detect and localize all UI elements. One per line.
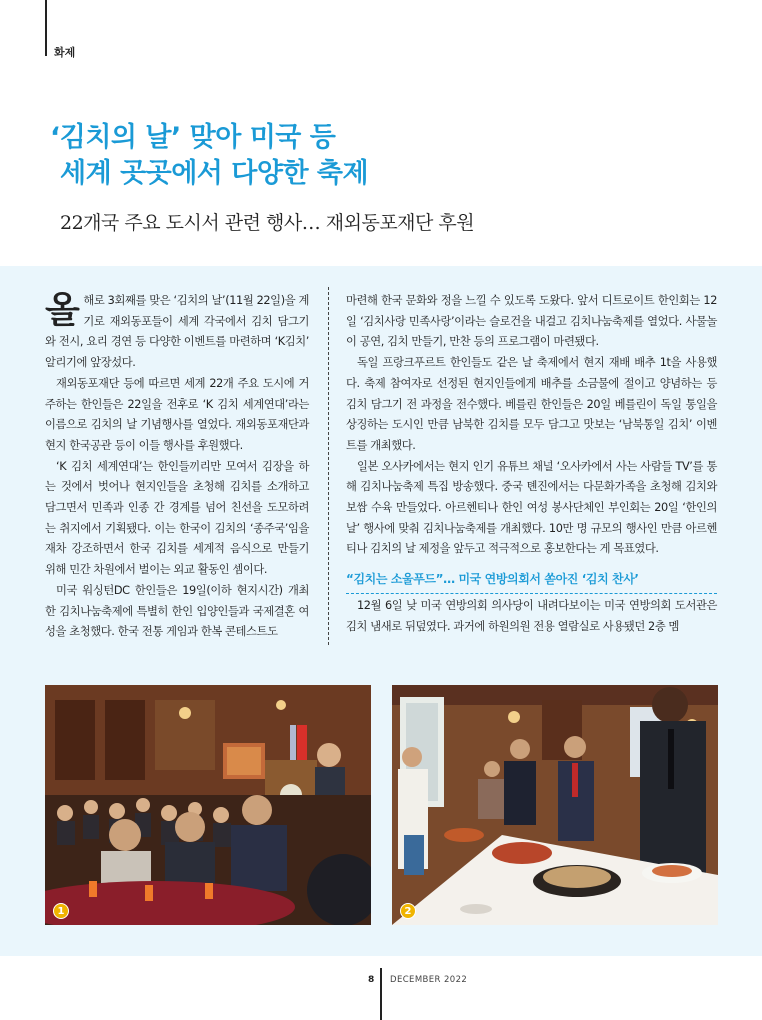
sub-heading-rule xyxy=(346,593,717,594)
paragraph-1 xyxy=(45,291,309,374)
photo-1-badge: 1 xyxy=(53,903,69,919)
headline xyxy=(50,120,710,192)
drop-cap: 올 xyxy=(45,290,80,331)
column-divider xyxy=(328,287,329,645)
section-label: 화제 xyxy=(54,46,76,59)
photo-buffet xyxy=(392,685,718,925)
paragraph-2: 재외동포재단 등에 따르면 세계 22개 주요 도시에 거주하는 한인들은 22일을 전후로 ‘K 김치 세계연대’라는 이름으로 김치의 날 기념행사를 열었다. 재외동포재단과 현지 한국공관 등이 이들 행사를 후원했다. xyxy=(45,376,309,452)
headline-line-2: 세계 곳곳에서 다양한 축제 xyxy=(60,158,369,189)
photo-buffet-illustration xyxy=(392,685,718,925)
photo-banquet-illustration xyxy=(45,685,371,925)
paragraph-5: 마련해 한국 문화와 정을 느낄 수 있도록 도왔다. 앞서 디트로이트 한인회는 12일 ‘김치사랑 민족사랑’이라는 슬로건을 내걸고 김치나눔축제를 열었다. 사물놀이 공연, 김치 만들기, 만찬 등의 프로그램이 마련됐다. xyxy=(346,294,717,349)
photo-banquet xyxy=(45,685,371,925)
issue-date: DECEMBER 2022 xyxy=(390,975,468,985)
top-rule xyxy=(45,0,47,56)
footer-rule xyxy=(380,968,382,1020)
paragraph-7: 일본 오사카에서는 현지 인기 유튜브 채널 ‘오사카에서 사는 사람들 TV’를 통해 김치나눔축제 특집 방송했다. 중국 톈진에서는 다문화가족을 초청해 김치와 보쌈 수육 만들었다. 아르헨티나 한인 여성 봉사단체인 부인회는 20일 ‘한인의 날’ 행사에 맞춰 김치나눔축제를 개최했다. 10만 명 규모의 행사인 만큼 아르헨티나 김치의 날 제정을 앞두고 적극적으로 홍보한다는 게 목표였다. xyxy=(346,459,717,556)
sub-heading: “김치는 소울푸드”… 미국 연방의회서 쏟아진 ‘김치 찬사’ xyxy=(346,572,639,587)
paragraph-1-text: 해로 3회째를 맞은 ‘김치의 날’(11월 22일)을 계기로 재외동포들이 세계 각국에서 김치 담그기와 전시, 요리 경연 등 다양한 이벤트를 마련하며 ‘K김치’ 알리기에 앞장섰다. xyxy=(45,294,309,370)
article-column-left xyxy=(45,291,309,643)
headline-line-1: ‘김치의 날’ 맞아 미국 등 xyxy=(50,122,336,153)
subtitle: 22개국 주요 도시서 관련 행사… 재외동포재단 후원 xyxy=(60,212,475,234)
paragraph-3: ‘K 김치 세계연대’는 한인들끼리만 모여서 김장을 하는 것에서 벗어나 현지인들을 초청해 김치를 소개하고 담그면서 민족과 인종 간 경계를 넘어 친선을 도모하려는 취지에서 기획됐다. 이는 한국이 김치의 ‘종주국’임을 재차 강조하면서 한국 김치를 세계적 음식으로 만들기 위해 민간 차원에서 벌이는 외교 활동인 셈이다. xyxy=(45,459,309,577)
paragraph-8: 12월 6일 낮 미국 연방의회 의사당이 내려다보이는 미국 연방의회 도서관은 김치 냄새로 뒤덮였다. 과거에 하원의원 전용 열람실로 사용됐던 2층 멤 xyxy=(346,599,717,633)
page-number: 8 xyxy=(368,975,375,985)
paragraph-6: 독일 프랑크푸르트 한인들도 같은 날 축제에서 현지 재배 배추 1t을 사용했다. 축제 참여자로 선정된 현지인들에게 배추를 소금물에 절이고 양념하는 등 김치 담그기 전 과정을 전수했다. 베를린 한인들은 20일 베를린이 독일 통일을 상징하는 도시인 만큼 남북한 김치를 모두 담그고 맛보는 ‘남북통일 김치’ 이벤트를 개최했다. xyxy=(346,356,717,452)
photo-2-badge: 2 xyxy=(400,903,416,919)
paragraph-4: 미국 워싱턴DC 한인들은 19일(이하 현지시간) 개최한 김치나눔축제에 특별히 한인 입양인들과 국제결혼 여성을 초청했다. 한국 전통 게임과 한복 콘테스트도 xyxy=(45,583,309,639)
article-column-right xyxy=(346,291,717,638)
